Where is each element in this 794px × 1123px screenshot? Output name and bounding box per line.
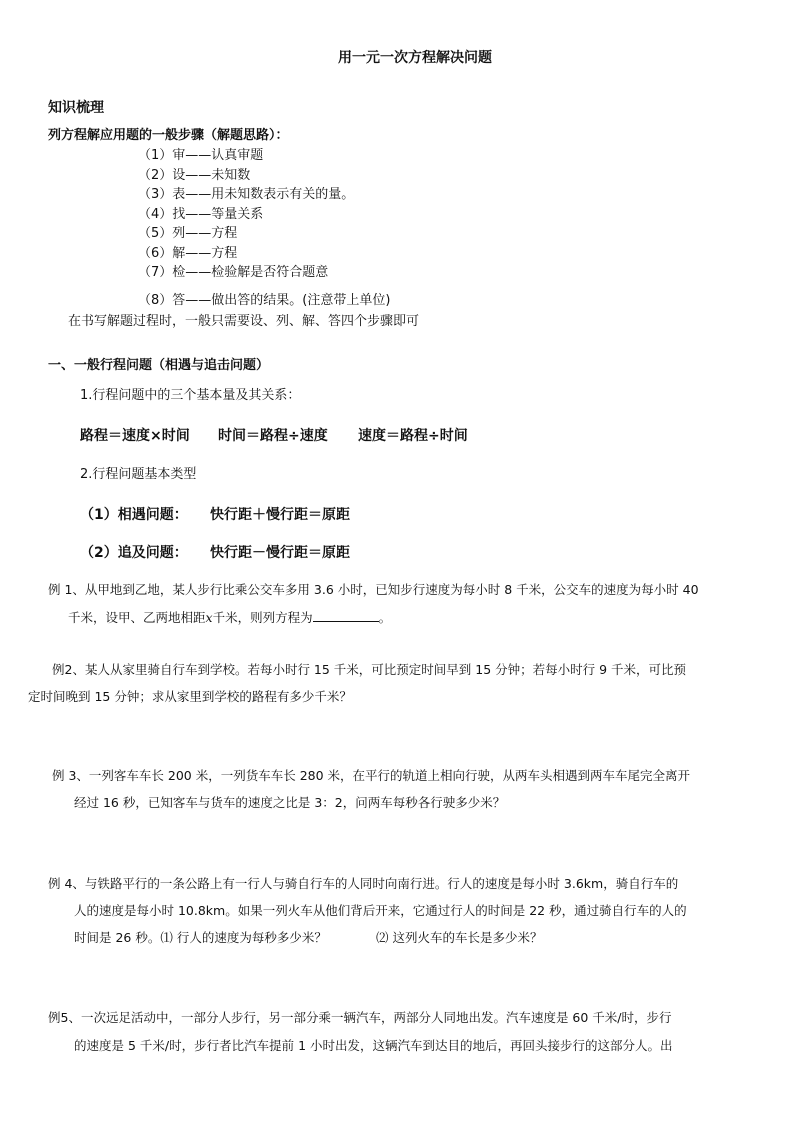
example-1-line: 例 1、从甲地到乙地，某人步行比乘公交车多用 3.6 小时，已知步行速度为每小时 8 千米，公交车的速度为每小时 40 bbox=[48, 582, 699, 597]
section-item-1: 1.行程问题中的三个基本量及其关系： bbox=[80, 388, 301, 403]
example-1-line bbox=[68, 609, 391, 626]
example-1-text: 。 bbox=[378, 610, 392, 625]
step-item: （8）答——做出答的结果。(注意带上单位) bbox=[138, 293, 391, 308]
knowledge-heading: 知识梳理 bbox=[48, 100, 104, 116]
steps-heading: 列方程解应用题的一般步骤（解题思路）： bbox=[48, 128, 289, 143]
variable-x: x bbox=[205, 610, 213, 625]
step-item: （2）设——未知数 bbox=[138, 168, 251, 183]
example-4-line: 例 4、与铁路平行的一条公路上有一行人与骑自行车的人同时向南行进。行人的速度是每小时 3.6km，骑自行车的 bbox=[48, 876, 679, 891]
chase-problem-label: （2）追及问题： bbox=[80, 545, 188, 561]
example-5-line: 例5、一次远足活动中，一部分人步行，另一部分乘一辆汽车，两部分人同地出发。汽车速度是 60 千米/时，步行 bbox=[48, 1010, 672, 1025]
step-item: （1）审——认真审题 bbox=[138, 148, 264, 163]
step-item: （7）检——检验解是否符合题意 bbox=[138, 265, 329, 280]
document-title: 用一元一次方程解决问题 bbox=[338, 50, 492, 66]
example-2-line: 定时间晚到 15 分钟；求从家里到学校的路程有多少千米？ bbox=[28, 689, 352, 704]
meeting-problem-label: （1）相遇问题： bbox=[80, 507, 188, 523]
step-item: （3）表——用未知数表示有关的量。 bbox=[138, 187, 355, 202]
example-4-line: 人的速度是每小时 10.8km。如果一列火车从他们背后开来，它通过行人的时间是 22 秒，通过骑自行车的人的 bbox=[74, 903, 687, 918]
answer-blank[interactable] bbox=[313, 609, 379, 622]
example-4-line: 时间是 26 秒。⑴ 行人的速度为每秒多少米？ bbox=[74, 930, 327, 945]
example-1-text: 千米，则列方程为 bbox=[212, 610, 313, 625]
example-1-text: 千米，设甲、乙两地相距 bbox=[68, 610, 206, 625]
step-item: （4）找——等量关系 bbox=[138, 207, 264, 222]
step-item: （6）解——方程 bbox=[138, 246, 238, 261]
step-item: （5）列——方程 bbox=[138, 226, 238, 241]
formula-distance: 路程＝速度×时间 bbox=[80, 428, 190, 444]
example-3-line: 经过 16 秒，已知客车与货车的速度之比是 3：2，问两车每秒各行驶多少米？ bbox=[74, 795, 506, 810]
example-3-line: 例 3、一列客车车长 200 米，一列货车车长 280 米，在平行的轨道上相向行驶，从两车头相遇到两车车尾完全离开 bbox=[52, 768, 691, 783]
example-4-line: ⑵ 这列火车的车长是多少米？ bbox=[376, 930, 543, 945]
example-2-line: 例2、某人从家里骑自行车到学校。若每小时行 15 千米，可比预定时间早到 15 分钟；若每小时行 9 千米，可比预 bbox=[52, 662, 687, 677]
writing-note: 在书写解题过程时，一般只需要设、列、解、答四个步骤即可 bbox=[68, 314, 420, 329]
formula-time: 时间＝路程÷速度 bbox=[218, 428, 328, 444]
formula-speed: 速度＝路程÷时间 bbox=[358, 428, 468, 444]
example-5-line: 的速度是 5 千米/时，步行者比汽车提前 1 小时出发，这辆汽车到达目的地后，再回头接步行的这部分人。出 bbox=[74, 1038, 673, 1053]
meeting-problem-formula: 快行距＋慢行距＝原距 bbox=[210, 507, 350, 523]
chase-problem-formula: 快行距－慢行距＝原距 bbox=[210, 545, 350, 561]
section-heading: 一、一般行程问题（相遇与追击问题） bbox=[48, 358, 270, 373]
section-item-2: 2.行程问题基本类型 bbox=[80, 467, 197, 482]
